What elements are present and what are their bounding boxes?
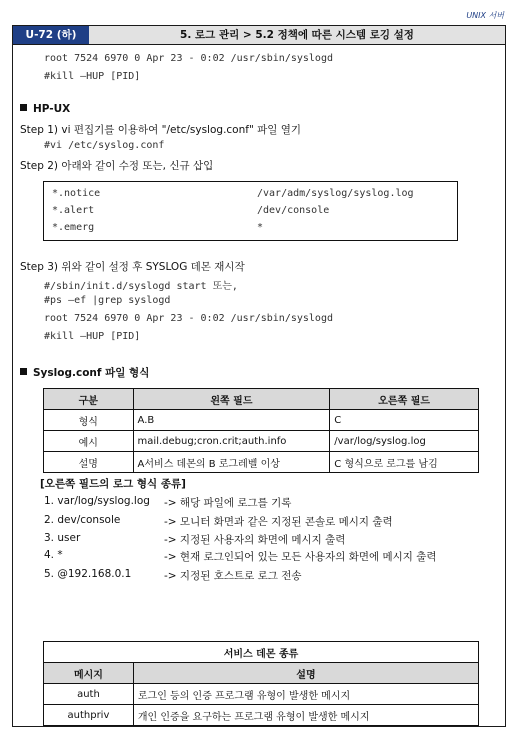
table-row [44, 410, 479, 431]
table-row [44, 431, 479, 452]
destination-desc: -> 지정된 호스트로 로그 전송 [164, 570, 302, 582]
table-cell: 설명 [44, 452, 134, 473]
bullet-square-icon [20, 104, 27, 111]
destination-name: 1. var/log/syslog.log [44, 495, 150, 507]
step-text: Step 3) 위와 같이 설정 후 SYSLOG 데몬 재시작 [20, 261, 245, 273]
table-cell: 형식 [44, 410, 134, 431]
step-text: Step 2) 아래와 같이 수정 또는, 신규 삽입 [20, 160, 214, 172]
section-heading-hpux [20, 103, 70, 115]
table-cell: auth [44, 684, 134, 705]
daemon-table [43, 641, 479, 726]
format-table [43, 388, 479, 473]
table-cell: A서비스 데몬의 B 로그레벨 이상 [133, 452, 330, 473]
destination-name: 2. dev/console [44, 514, 121, 526]
conf-action: /dev/console [257, 205, 330, 216]
table-cell: A.B [133, 410, 330, 431]
section-heading-label: Syslog.conf 파일 형식 [33, 367, 150, 379]
table-header-row [44, 663, 479, 684]
conf-selector: *.emerg [52, 222, 95, 233]
table-cell: C 형식으로 로그를 남김 [330, 452, 479, 473]
table-header-cell: 구분 [44, 389, 134, 410]
table-cell: C [330, 410, 479, 431]
section-heading-format [20, 365, 149, 380]
destination-desc: -> 지정된 사용자의 화면에 메시지 출력 [164, 534, 346, 546]
destination-desc: -> 현재 로그인되어 있는 모든 사용자의 화면에 메시지 출력 [164, 551, 437, 563]
conf-selector: *.alert [52, 205, 95, 216]
table-cell: 예시 [44, 431, 134, 452]
table-title-cell: 서비스 데몬 종류 [44, 642, 479, 663]
table-header-cell: 왼쪽 필드 [133, 389, 330, 410]
conf-selector: *.notice [52, 188, 101, 199]
table-row [44, 684, 479, 705]
table-cell: 로그인 등의 인증 프로그램 유형이 발생한 메시지 [133, 684, 478, 705]
table-row [44, 705, 479, 726]
table-cell: /var/log/syslog.log [330, 431, 479, 452]
table-header-row [44, 389, 479, 410]
conf-action: /var/adm/syslog/syslog.log [257, 188, 414, 199]
destination-desc: -> 모니터 화면과 같은 지정된 콘솔로 메시지 출력 [164, 516, 393, 528]
page-title: 5. 로그 관리 > 5.2 정책에 따른 시스템 로깅 설정 [180, 29, 414, 41]
code-line: #/sbin/init.d/syslogd start 또는, [44, 281, 238, 292]
bullet-square-icon [20, 368, 27, 375]
table-cell: mail.debug;cron.crit;auth.info [133, 431, 330, 452]
table-header-cell: 설명 [133, 663, 478, 684]
table-title-row [44, 642, 479, 663]
destination-name: 3. user [44, 532, 81, 544]
syslog-conf-box [43, 181, 458, 241]
destination-desc: -> 해당 파일에 로그를 기록 [164, 497, 292, 509]
code-line: root 7524 6970 0 Apr 23 - 0:02 /usr/sbin/syslogd [44, 313, 333, 324]
table-header-cell: 오른쪽 필드 [330, 389, 479, 410]
item-code-badge: U-72 (하) [13, 26, 89, 44]
destination-name: 4. * [44, 549, 63, 561]
conf-action: * [257, 222, 264, 233]
table-cell: 개인 인증을 요구하는 프로그램 유형이 발생한 메시지 [133, 705, 478, 726]
destination-name: 5. @192.168.0.1 [44, 568, 132, 580]
document-category-label: UNIX 서버 [466, 11, 504, 20]
step-text: Step 1) vi 편집기를 이용하여 "/etc/syslog.conf" 파일 열기 [20, 124, 302, 136]
destination-list-title: [오른쪽 필드의 로그 형식 종류] [40, 478, 186, 490]
code-line: #ps –ef |grep syslogd [44, 295, 171, 306]
code-line: #kill –HUP [PID] [44, 71, 141, 82]
section-heading-label: HP-UX [33, 103, 71, 115]
table-header-cell: 메시지 [44, 663, 134, 684]
table-row [44, 452, 479, 473]
code-line: #kill –HUP [PID] [44, 331, 141, 342]
table-cell: authpriv [44, 705, 134, 726]
code-line: #vi /etc/syslog.conf [44, 140, 165, 151]
section-header-bar [12, 25, 506, 45]
code-line: root 7524 6970 0 Apr 23 - 0:02 /usr/sbin/syslogd [44, 53, 333, 64]
